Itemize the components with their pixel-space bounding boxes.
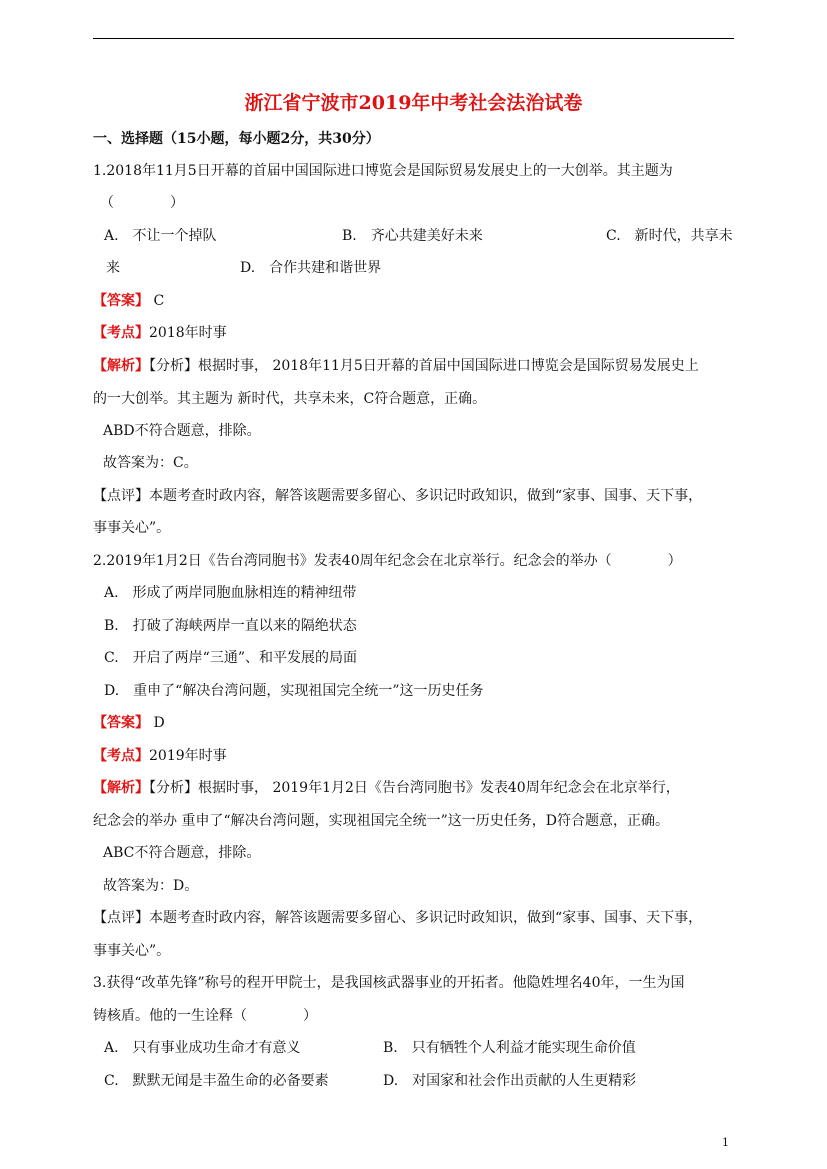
q2-comment-line1: 【点评】本题考查时政内容，解答该题需要多留心、多识记时政知识，做到“家事、国事、天下事， <box>93 910 703 926</box>
q1-point <box>93 323 227 343</box>
q3-option-d: D. 对国家和社会作出贡献的人生更精彩 <box>383 1073 637 1089</box>
q1-analysis-line4: 故答案为：C。 <box>103 455 198 471</box>
q1-option-c-continued: 来 <box>106 260 120 276</box>
q1-stem-line2: （ ） <box>100 195 184 211</box>
q2-analysis-line4: 故答案为：D。 <box>103 878 199 894</box>
answer-label: 【答案】 <box>93 293 149 309</box>
q2-answer <box>93 713 165 733</box>
q1-comment-line2: 事事关心”。 <box>93 520 171 536</box>
q2-comment-line2: 事事关心”。 <box>93 943 171 959</box>
q3-stem-line1: 3.获得“改革先锋”称号的程开甲院士，是我国核武器事业的开拓者。他隐姓埋名40年，一生为国 <box>93 975 685 991</box>
point-label: 【考点】 <box>93 325 149 341</box>
q2-analysis-line2: 纪念会的举办 重申了“解决台湾问题，实现祖国完全统一”这一历史任务，D符合题意，正确。 <box>93 813 669 829</box>
page-title: 浙江省宁波市2019年中考社会法治试卷 <box>244 92 583 114</box>
q3-option-a: A. 只有事业成功生命才有意义 <box>104 1040 301 1056</box>
q1-analysis-text: 【分析】根据时事， 2018年11月5日开幕的首届中国国际进口博览会是国际贸易发展史上 <box>149 358 699 374</box>
q2-option-b: B. 打破了海峡两岸一直以来的隔绝状态 <box>104 618 357 634</box>
point-label: 【考点】 <box>93 748 149 764</box>
analysis-label: 【解析】 <box>93 358 149 374</box>
q3-stem-line2: 铸核盾。他的一生诠释（ ） <box>93 1008 317 1024</box>
q1-option-b: B. 齐心共建美好未来 <box>342 228 483 244</box>
q1-answer <box>93 291 164 311</box>
q2-analysis-line1 <box>93 778 680 798</box>
q1-point-value: 2018年时事 <box>149 325 227 341</box>
q1-analysis-line2: 的一大创举。其主题为 新时代，共享未来，C符合题意，正确。 <box>93 391 487 407</box>
q2-option-d: D. 重申了“解决台湾问题，实现祖国完全统一”这一历史任务 <box>104 683 484 699</box>
header-rule <box>93 38 734 39</box>
q1-comment-line1: 【点评】本题考查时政内容，解答该题需要多留心、多识记时政知识，做到“家事、国事、天下事， <box>93 488 703 504</box>
q1-answer-value: C <box>153 293 165 309</box>
q1-option-c: C. 新时代，共享未 <box>606 228 733 244</box>
q1-analysis-line3: ABD不符合题意，排除。 <box>103 423 261 439</box>
q2-answer-value: D <box>153 715 165 731</box>
q1-option-d: D. 合作共建和谐世界 <box>240 260 382 276</box>
q2-analysis-text: 【分析】根据时事， 2019年1月2日《告台湾同胞书》发表40周年纪念会在北京举行， <box>149 780 680 796</box>
q2-point-value: 2019年时事 <box>149 748 227 764</box>
analysis-label: 【解析】 <box>93 780 149 796</box>
q2-stem-line1: 2.2019年1月2日《告台湾同胞书》发表40周年纪念会在北京举行。纪念会的举办（ ） <box>93 553 682 569</box>
answer-label: 【答案】 <box>93 715 149 731</box>
q3-option-c: C. 默默无闻是丰盈生命的必备要素 <box>104 1073 329 1089</box>
q2-point <box>93 746 227 766</box>
section-heading: 一、选择题（15小题，每小题2分，共30分） <box>93 131 380 147</box>
page-number: 1 <box>722 1136 729 1149</box>
q3-option-b: B. 只有牺牲个人利益才能实现生命价值 <box>383 1040 636 1056</box>
q2-analysis-line3: ABC不符合题意，排除。 <box>103 845 261 861</box>
q1-stem-line1: 1.2018年11月5日开幕的首届中国国际进口博览会是国际贸易发展史上的一大创举。其主题为 <box>93 163 673 179</box>
q1-analysis-line1 <box>93 356 699 376</box>
q2-option-a: A. 形成了两岸同胞血脉相连的精神纽带 <box>104 585 357 601</box>
q2-option-c: C. 开启了两岸“三通”、和平发展的局面 <box>104 650 357 666</box>
q1-option-a: A. 不让一个掉队 <box>104 228 217 244</box>
